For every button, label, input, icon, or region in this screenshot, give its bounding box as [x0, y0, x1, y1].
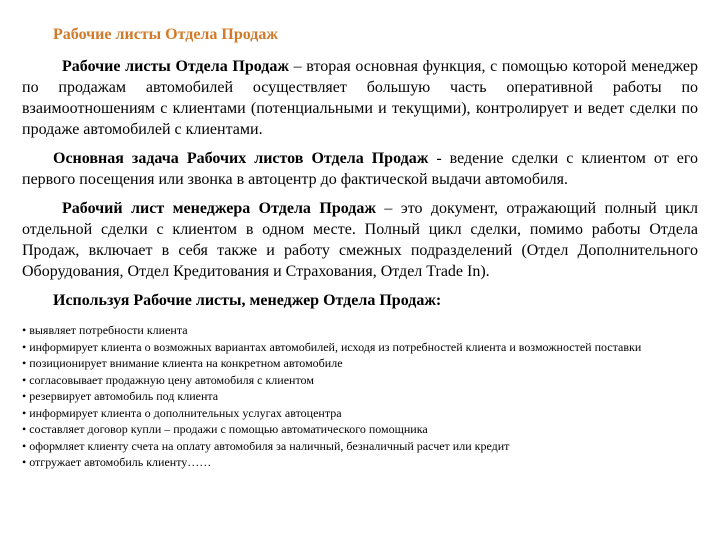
- bullet-icon: •: [22, 405, 27, 420]
- list-item: • отгружает автомобиль клиенту……: [22, 455, 212, 469]
- list-item: • информирует клиента о дополнительных услугах автоцентра: [22, 405, 342, 420]
- paragraph-main-task-term: Основная задача Рабочих листов Отдела Продаж: [53, 150, 429, 167]
- bullet-icon: •: [22, 339, 27, 354]
- paragraph-worksheet-text: – это документ, отражающий полный цикл отдельной сделки с клиентом в одном месте. Полный цикл сделки, помимо работы Отдела Продаж, включает в себя также и работу смежных подразделений (Отдел Дополнительного Оборудования, Отдел Кредитования и Страхования, Отдел Trade In).: [22, 200, 698, 280]
- paragraph-worksheet: [22, 198, 698, 282]
- bullet-icon: •: [22, 455, 27, 469]
- bullet-icon: •: [22, 356, 27, 370]
- list-heading: Используя Рабочие листы, менеджер Отдела Продаж:: [53, 292, 442, 309]
- paragraph-main-task-text: - ведение сделки с клиентом от его первого посещения или звонка в автоцентр до фактической выдачи автомобиля.: [22, 150, 698, 188]
- document-page: [22, 24, 698, 471]
- paragraph-definition-text: – вторая основная функция, с помощью которой менеджер по продажам автомобилей осуществляет большую часть оперативной работы по взаимоотношениям с клиентами (потенциальными и текущими), контролирует и ведет сделки по продаже автомобилей с клиентами.: [22, 58, 698, 138]
- list-item: • резервирует автомобиль под клиента: [22, 389, 219, 403]
- duties-list: [22, 322, 698, 471]
- paragraph-worksheet-term: Рабочий лист менеджера Отдела Продаж: [62, 200, 376, 217]
- bullet-icon: •: [22, 372, 27, 387]
- paragraph-definition-term: Рабочие листы Отдела Продаж: [62, 58, 289, 75]
- list-item: • выявляет потребности клиента: [22, 323, 188, 337]
- paragraph-definition: [22, 56, 698, 140]
- list-item: • согласовывает продажную цену автомобиля с клиентом: [22, 372, 314, 387]
- paragraph-main-task: [22, 148, 698, 190]
- bullet-icon: •: [22, 323, 27, 337]
- page-title: Рабочие листы Отдела Продаж: [53, 26, 278, 43]
- list-item: • составляет договор купли – продажи с помощью автоматического помощника: [22, 422, 428, 436]
- bullet-icon: •: [22, 422, 27, 436]
- list-item: • позиционирует внимание клиента на конкретном автомобиле: [22, 356, 343, 370]
- list-item: • информирует клиента о возможных вариантах автомобилей, исходя из потребностей клиента и возможностей поставки: [22, 339, 642, 354]
- bullet-icon: •: [22, 438, 27, 453]
- list-item: • оформляет клиенту счета на оплату автомобиля за наличный, безналичный расчет или кредит: [22, 438, 510, 453]
- bullet-icon: •: [22, 389, 27, 403]
